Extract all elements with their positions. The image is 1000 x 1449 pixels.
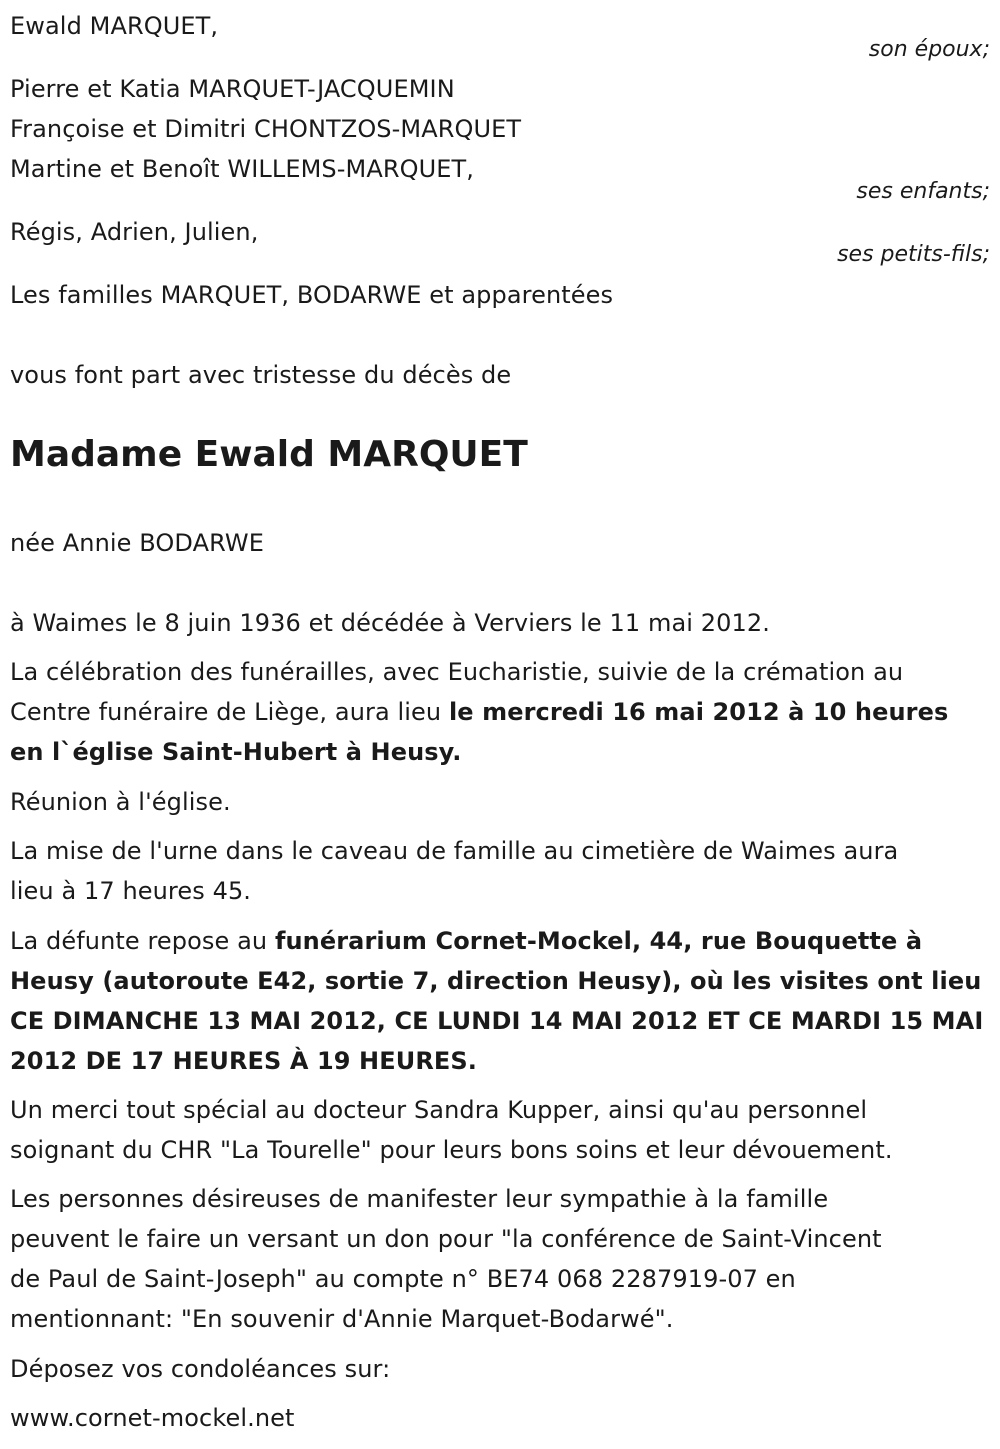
funerarium-address: funérarium Cornet-Mockel, 44, rue Bouquette à	[274, 927, 923, 955]
deceased-name: Madame Ewald MARQUET	[10, 434, 528, 475]
visitation-intro: La défunte repose au	[10, 927, 275, 955]
grandchildren: Régis, Adrien, Julien,	[10, 218, 259, 246]
grandchildren-role: ses petits-fils;	[837, 242, 990, 267]
donation-line-2: peuvent le faire un versant un don pour "la conférence de Saint-Vincent	[10, 1225, 882, 1253]
thanks-line-1: Un merci tout spécial au docteur Sandra Kupper, ainsi qu'au personnel	[10, 1096, 868, 1124]
urn-line-2: lieu à 17 heures 45.	[10, 877, 252, 905]
spouse-name: Ewald MARQUET,	[10, 12, 219, 40]
maiden-name: née Annie BODARWE	[10, 529, 264, 557]
funeral-line-1: La célébration des funérailles, avec Eucharistie, suivie de la crémation au	[10, 658, 904, 686]
reunion: Réunion à l'église.	[10, 788, 231, 816]
visitation-line-1	[10, 921, 922, 961]
spouse-role: son époux;	[868, 37, 990, 62]
announcement: vous font part avec tristesse du décès de	[10, 361, 512, 389]
urn-line-1: La mise de l'urne dans le caveau de famille au cimetière de Waimes aura	[10, 837, 899, 865]
thanks-line-2: soignant du CHR "La Tourelle" pour leurs bons soins et leur dévouement.	[10, 1136, 893, 1164]
donation-line-3: de Paul de Saint-Joseph" au compte n° BE74 068 2287919-07 en	[10, 1265, 796, 1293]
funeral-church: en l`église Saint-Hubert à Heusy.	[10, 738, 462, 766]
birth-death-dates: à Waimes le 8 juin 1936 et décédée à Verviers le 11 mai 2012.	[10, 609, 770, 637]
funeral-line-2-text: Centre funéraire de Liège, aura lieu	[10, 698, 449, 726]
child-line-3: Martine et Benoît WILLEMS-MARQUET,	[10, 155, 475, 183]
visitation-line-3: CE DIMANCHE 13 MAI 2012, CE LUNDI 14 MAI 2012 ET CE MARDI 15 MAI	[10, 1007, 984, 1035]
condolences-url: www.cornet-mockel.net	[10, 1404, 295, 1432]
donation-line-4: mentionnant: "En souvenir d'Annie Marquet-Bodarwé".	[10, 1305, 674, 1333]
child-line-2: Françoise et Dimitri CHONTZOS-MARQUET	[10, 115, 522, 143]
donation-line-1: Les personnes désireuses de manifester leur sympathie à la famille	[10, 1185, 829, 1213]
visitation-line-2: Heusy (autoroute E42, sortie 7, direction Heusy), où les visites ont lieu	[10, 967, 982, 995]
child-line-1: Pierre et Katia MARQUET-JACQUEMIN	[10, 75, 455, 103]
families-line: Les familles MARQUET, BODARWE et apparentées	[10, 281, 614, 309]
children-role: ses enfants;	[856, 179, 990, 204]
funeral-date-time: le mercredi 16 mai 2012 à 10 heures	[448, 698, 949, 726]
condolences-label: Déposez vos condoléances sur:	[10, 1355, 391, 1383]
funeral-line-2	[10, 692, 948, 732]
visitation-line-4: 2012 DE 17 HEURES À 19 HEURES.	[10, 1047, 477, 1075]
